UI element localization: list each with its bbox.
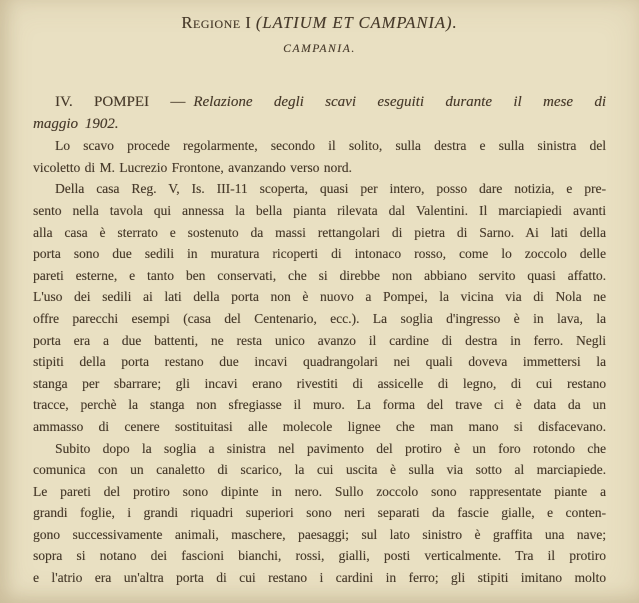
text-line: ammasso di cenere sostituitasi alle molecole lignee che man mano si disfacevano. [33,418,606,434]
text-line: pareti esterne, e tanto ben conservati, che si direbbe non abbiano servito quasi affatto. [33,267,606,283]
document-body [33,92,606,589]
text-line: comunica con un canaletto di scarico, la cui uscita è sulla via sotto al marciapiede. [33,462,606,478]
text-line: stipiti della porta restano due incavi quadrangolari nei quali doveva immettersi la [33,354,606,370]
page-header [33,12,606,57]
subregion-heading: CAMPANIA. [283,43,356,55]
text-line: vicoletto di M. Lucrezio Frontone, avanzando verso nord. [33,159,352,175]
section-title-line [33,92,606,114]
text-line: e l'atrio era un'altra porta di cui restano i cardini in ferro; gli stipiti imitano molto [33,570,606,586]
region-label: Regione I [181,13,252,32]
text-line: gono successivamente animali, maschere, paesaggi; sul lato sinistro è graffita una nave; [33,526,606,542]
text-line: porta era a due battenti, ne resta unico avanzo il cardine di destra in ferro. Negli [33,332,606,348]
text-line: Lo scavo procede regolarmente, secondo il solito, sulla destra e sulla sinistra del [55,138,606,154]
region-heading [33,12,606,33]
text-line: stanga per sbarrare; gli incavi erano rivestiti di assicelle di legno, di cui restano [33,375,606,391]
text-line: grandi foglie, i grandi riquadri superiori sono neri separati da fascie gialle, e conten- [33,505,606,521]
region-latin-title: (LATIUM ET CAMPANIA). [255,13,458,32]
section-title-italic: Relazione degli scavi eseguiti durante il mese di [193,94,606,110]
text-line: tracce, perchè la stanga non sfregiasse il muro. La forma del trave ci è data da un [33,397,606,413]
text-line: Le pareti del protiro sono dipinte in nero. Sullo zoccolo sono rappresentate piante a [33,483,606,499]
text-line: offre parecchi esempi (casa del Centenario, ecc.). La soglia d'ingresso è in lava, la [33,310,606,326]
text-line: sopra si notano dei fascioni bianchi, rossi, gialli, posti verticalmente. Tra il protiro [33,548,606,564]
text-line: L'uso dei sedili ai lati della porta non è nuovo a Pompei, la vicina via di Nola ne [33,289,606,305]
text-line: Della casa Reg. V, Is. III-11 scoperta, quasi per intero, posso dare notizia, e pre- [55,181,606,197]
text-line: porta sono due sedili in muratura ricoperti di intonaco rosso, come lo zoccolo delle [33,246,606,262]
text-line: alla casa è sterrato e sostenuto da massi rettangolari di pietra di Sarno. Ai lati della [33,224,606,240]
section-title-line: maggio 1902. [33,115,119,132]
text-line: sento nella tavola qui annessa la bella pianta rilevata dal Valentini. Il marciapiedi avanti [33,202,606,218]
text-line: Subito dopo la soglia a sinistra nel pavimento del protiro è un foro rotondo che [55,440,606,456]
section-number: IV. POMPEI — [55,94,186,110]
